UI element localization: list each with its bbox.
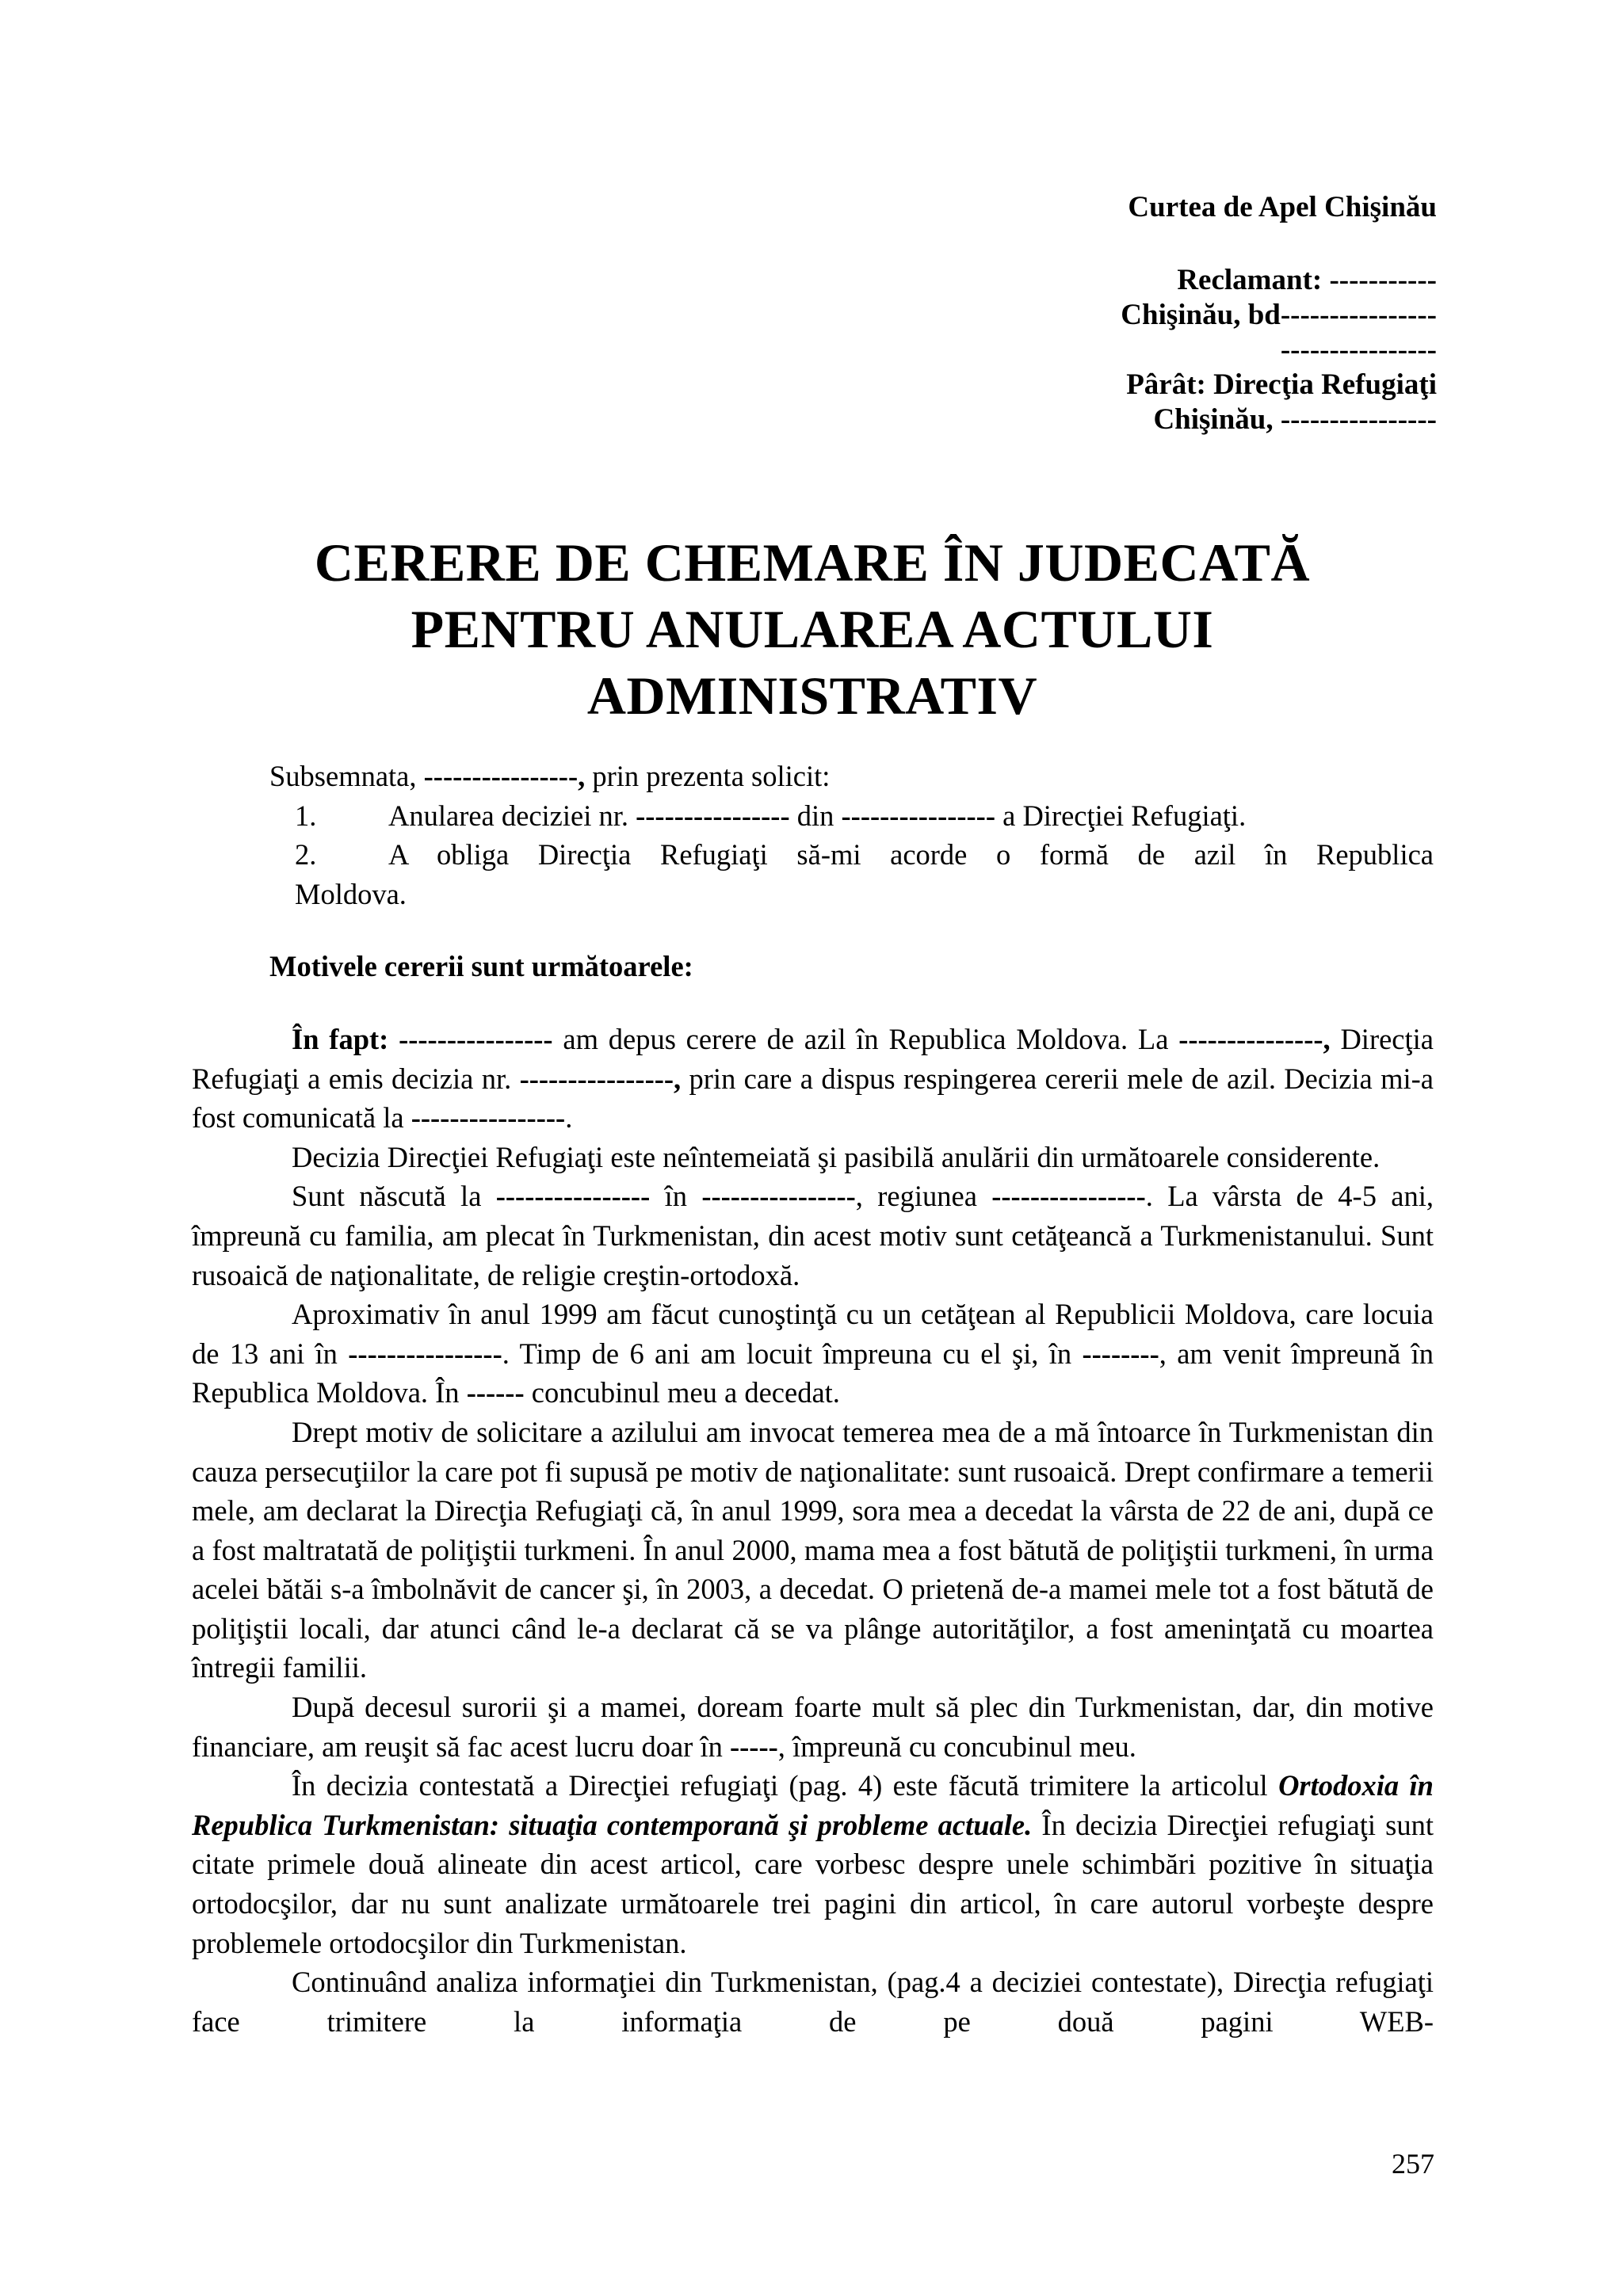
title-line-2: PENTRU ANULAREA ACTULUI <box>411 599 1214 659</box>
page-number: 257 <box>1392 2148 1434 2180</box>
request-number-1: 1. <box>295 799 317 832</box>
partner-text-2: . Timp de 6 ani am locuit împreuna cu el şi, în <box>502 1337 1083 1370</box>
plaintiff-address-cont-line: ---------------- <box>1280 334 1437 366</box>
intro-blank: ----------------, <box>423 760 586 792</box>
partner-text-1: Aproximativ în anul 1999 am făcut cunoştinţă cu un cetăţean al Republicii Moldova, care locuia de 13 ani în <box>192 1298 1434 1370</box>
paragraph-birth <box>192 1177 1434 1295</box>
facts-lead: În fapt: <box>292 1022 389 1055</box>
birth-blank-3: ---------------- <box>991 1180 1146 1213</box>
document-title <box>190 529 1434 729</box>
partner-text-3: , am venit împreună în Republica Moldova. În <box>192 1337 1434 1409</box>
title-line-1: CERERE DE CHEMARE ÎN JUDECATĂ <box>314 532 1311 593</box>
request-item-2 <box>192 835 1434 875</box>
facts-text-2: Direcţia Refugiaţi a emis decizia nr. <box>192 1022 1434 1095</box>
paragraph-partner <box>192 1295 1434 1413</box>
title-line-3: ADMINISTRATIV <box>586 666 1038 726</box>
departure-text-1: După decesul surorii şi a mamei, doream foarte mult să plec din Turkmenistan, dar, din motive financiare, am reuşit să fac acest lucru doar în <box>192 1691 1434 1763</box>
departure-blank-1: ----- <box>729 1730 778 1763</box>
partner-blank-2: -------- <box>1082 1337 1159 1370</box>
paragraph-article <box>192 1766 1434 1962</box>
facts-blank-1: ---------------- <box>388 1022 553 1055</box>
birth-blank-2: ---------------- <box>701 1180 856 1213</box>
request-1-text-a: Anularea deciziei nr. <box>388 799 636 832</box>
birth-text-1: Sunt născută la <box>292 1180 496 1213</box>
header-block <box>1121 190 1437 437</box>
request-1-blank-a: ---------------- <box>636 799 790 832</box>
intro-line <box>192 757 1434 796</box>
paragraph-asylum-motive: Drept motiv de solicitare a azilului am invocat temerea mea de a mă întoarce în Turkmenistan din cauza persecuţiilor la care pot fi supusă pe motiv de naţionalitate: sunt rusoaică. Drept confirmare a temerii mele, am declarat la Direcţia Refugiaţi că, în anul 1999, sora mea a decedat la vârsta de 22 de ani, după ce a fost maltratată de poliţiştii turkmeni. În anul 2000, mama mea a fost bătută de poliţiştii turkmeni, în urma acelei bătăi s-a îmbolnăvit de cancer şi, în 2003, a decedat. O prietenă de-a mamei mele tot a fost bătută de poliţiştii locali, dar atunci când le-a declarat că se va plânge autorităţilor, a fost ameninţată cu moartea întregii familii. <box>192 1415 1434 1684</box>
facts-blank-2: ---------------, <box>1178 1022 1331 1055</box>
defendant-line: Pârât: Direcţia Refugiaţi <box>1126 368 1437 401</box>
birth-blank-1: ---------------- <box>495 1180 651 1213</box>
facts-text-1: am depus cerere de azil în Republica Moldova. La <box>552 1022 1179 1055</box>
court-name: Curtea de Apel Chişinău <box>1128 191 1437 223</box>
request-1-blank-b: ---------------- <box>841 799 995 832</box>
paragraph-departure <box>192 1688 1434 1766</box>
facts-blank-3: ----------------, <box>519 1062 682 1095</box>
facts-blank-4: ---------------- <box>411 1101 566 1135</box>
request-text-2-cont: Moldova. <box>295 877 407 910</box>
paragraph-web-pages: Continuând analiza informaţiei din Turkmenistan, (pag.4 a deciziei contestate), Direcţia refugiaţi face trimitere la informaţia de pe două pagini WEB- <box>192 1966 1434 2038</box>
defendant-address-line: Chişinău, ---------------- <box>1153 403 1437 436</box>
request-text-1 <box>388 796 1434 836</box>
request-number-2: 2. <box>295 838 317 871</box>
request-text-2: A obliga Direcţia Refugiaţi să-mi acorde o formă de azil în Republica <box>388 838 1434 871</box>
intro-prefix: Subsemnata, <box>269 760 424 792</box>
birth-text-3: , regiunea <box>855 1180 992 1213</box>
birth-text-4: . La vârsta de 4-5 ani, împreună cu familia, am plecat în Turkmenistan, din acest motiv sunt cetăţeancă a Turkmenistanului. Sunt rusoaică de naţionalitate, de religie creştin-ortodoxă. <box>192 1180 1434 1291</box>
paragraph-unfounded: Decizia Direcţiei Refugiaţi este neîntemeiată şi pasibilă anulării din următoarele considerente. <box>292 1140 1381 1173</box>
partner-text-4: concubinul meu a decedat. <box>524 1376 840 1409</box>
facts-text-3: prin care a dispus respingerea cererii mele de azil. Decizia mi-a fost comunicată la <box>192 1062 1434 1135</box>
departure-text-2: , împreună cu concubinul meu. <box>777 1730 1136 1763</box>
partner-blank-1: ---------------- <box>348 1337 502 1370</box>
plaintiff-line: Reclamant: ----------- <box>1177 264 1437 296</box>
request-item-1 <box>192 796 1434 836</box>
plaintiff-address-line: Chişinău, bd---------------- <box>1121 299 1437 331</box>
intro-suffix: prin prezenta solicit: <box>585 760 831 792</box>
request-1-text-c: a Direcţiei Refugiaţi. <box>995 799 1247 832</box>
partner-blank-3: ------ <box>466 1376 525 1409</box>
article-title: Ortodoxia în Republica Turkmenistan: situaţia contemporană şi probleme actuale. <box>192 1769 1434 1841</box>
motives-heading: Motivele cererii sunt următoarele: <box>269 950 693 983</box>
request-1-text-b: din <box>789 799 842 832</box>
article-text-1: În decizia contestată a Direcţiei refugiaţi (pag. 4) este făcută trimitere la articolul <box>292 1769 1279 1802</box>
paragraph-facts <box>192 1020 1434 1138</box>
article-text-2: În decizia Direcţiei refugiaţi sunt citate primele două alineate din acest articol, care vorbesc despre unele schimbări pozitive în situaţia ortodocşilor, dar nu sunt analizate următoarele trei pagini din articol, în care autorul vorbeşte despre problemele ortodocşilor din Turkmenistan. <box>192 1808 1434 1959</box>
document-body <box>192 757 1434 2041</box>
birth-text-2: în <box>650 1180 702 1213</box>
facts-text-4: . <box>565 1101 573 1135</box>
